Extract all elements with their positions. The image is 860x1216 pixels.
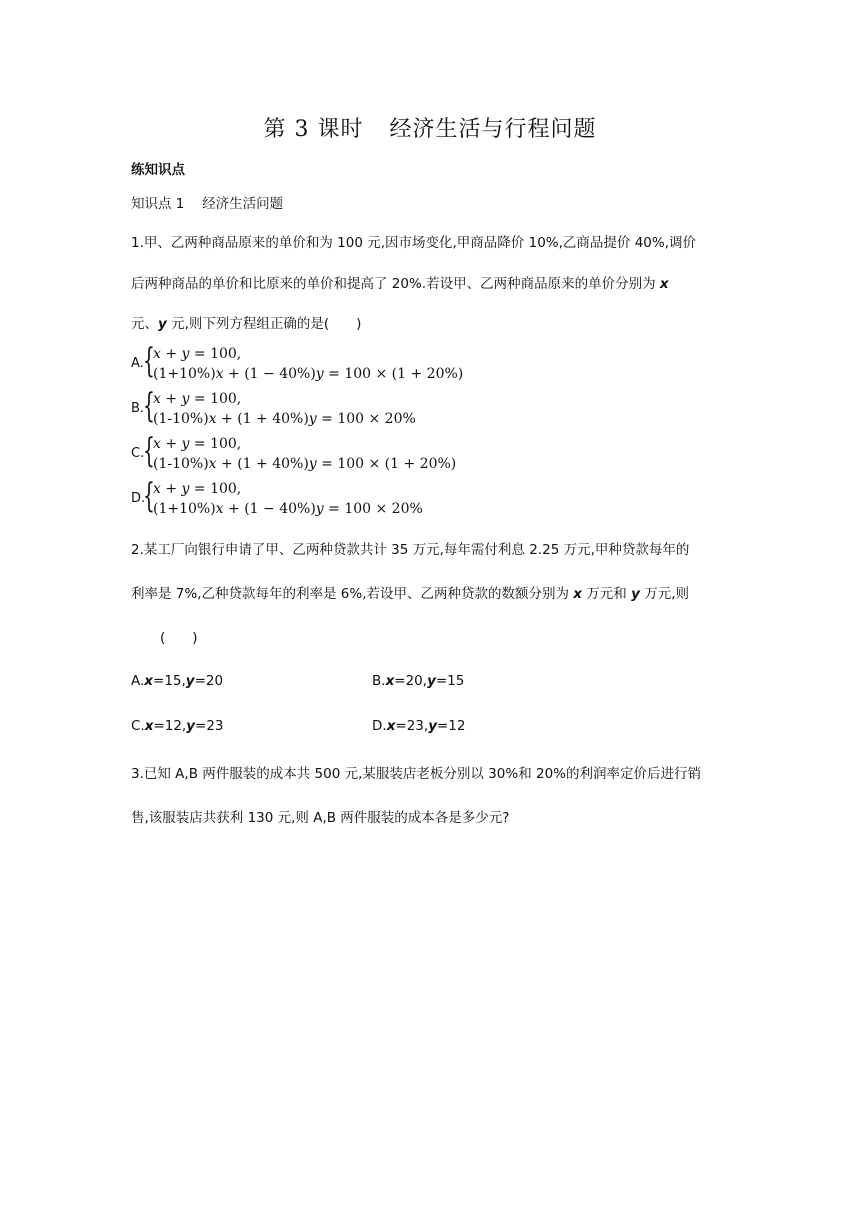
q2-line-2: 利率是 7%,乙种贷款每年的利率是 6%,若设甲、乙两种贷款的数额分别为 x 万元和 y 万元,则	[131, 586, 690, 602]
q1-line-1: 1.甲、乙两种商品原来的单价和为 100 元,因市场变化,甲商品降价 10%,乙商品提价 40%,调价	[131, 235, 696, 251]
q3-line-1: 3.已知 A,B 两件服装的成本共 500 元,某服装店老板分别以 30%和 20%的利润率定价后进行销	[131, 766, 701, 782]
lesson-number: 第 3 课时	[263, 117, 364, 142]
q2-line-1: 2.某工厂向银行申请了甲、乙两种贷款共计 35 万元,每年需付利息 2.25 万元,甲种贷款每年的	[131, 542, 690, 558]
lesson-title	[0, 112, 860, 143]
q2-line-3: ( )	[160, 630, 198, 646]
q1-option-a: A. { 𝑥 + 𝑦 = 100, (1+10%)𝑥 + (1 − 40%)𝑦 = 100 × (1 + 20%)	[131, 341, 464, 382]
q1-option-d: D. { 𝑥 + 𝑦 = 100, (1+10%)𝑥 + (1 − 40%)𝑦 = 100 × 20%	[131, 476, 423, 517]
q1-option-c: C. { 𝑥 + 𝑦 = 100, (1-10%)𝑥 + (1 + 40%)𝑦 = 100 × (1 + 20%)	[131, 431, 457, 472]
q2-option-c: C.x=12,y=23	[131, 718, 224, 734]
q2-option-a: A.x=15,y=20	[131, 673, 224, 689]
q2-option-d: D.x=23,y=12	[372, 718, 466, 734]
section-heading: 练知识点	[131, 162, 185, 178]
q2-option-b: B.x=20,y=15	[372, 673, 465, 689]
lesson-topic: 经济生活与行程问题	[389, 117, 597, 142]
knowledge-point-heading: 知识点 1 经济生活问题	[131, 196, 284, 212]
q3-line-2: 售,该服装店共获利 130 元,则 A,B 两件服装的成本各是多少元?	[131, 810, 510, 826]
q1-line-3: 元、y 元,则下列方程组正确的是( )	[131, 316, 362, 332]
q1-option-b: B. { 𝑥 + 𝑦 = 100, (1-10%)𝑥 + (1 + 40%)𝑦 = 100 × 20%	[131, 386, 416, 427]
q1-line-2: 后两种商品的单价和比原来的单价和提高了 20%.若设甲、乙两种商品原来的单价分别为 x	[131, 276, 669, 292]
